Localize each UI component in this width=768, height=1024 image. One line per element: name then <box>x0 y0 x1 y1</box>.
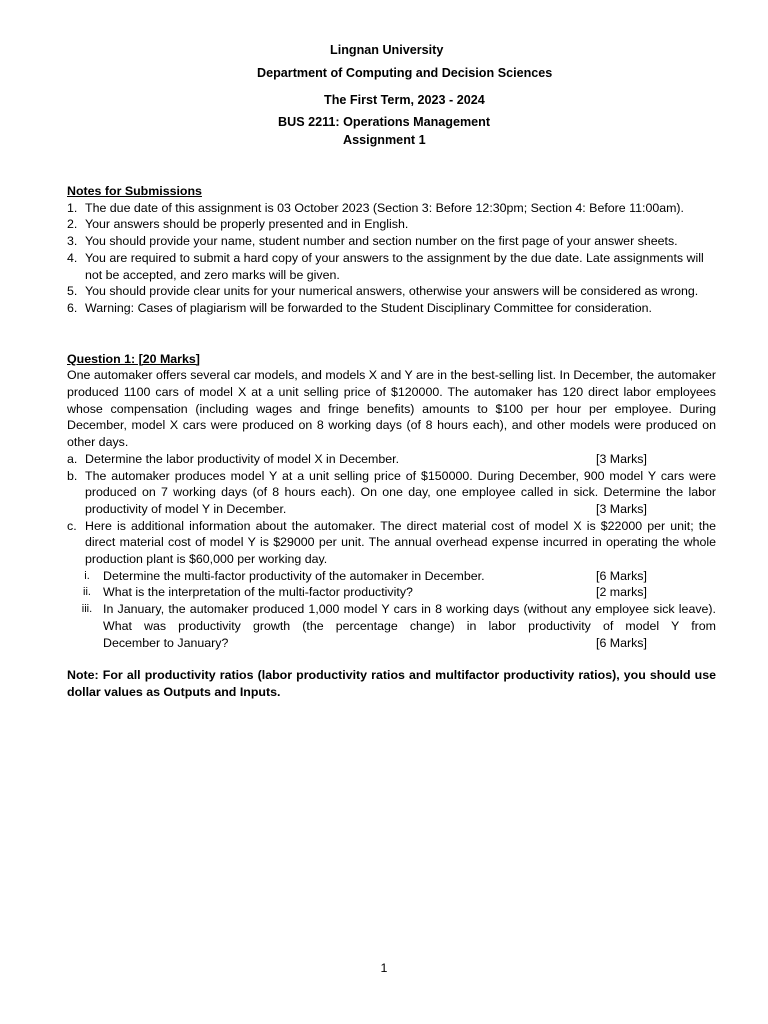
part-label: b. <box>67 468 78 483</box>
note-number: 3. <box>67 234 78 249</box>
term-title: The First Term, 2023 - 2024 <box>324 93 485 107</box>
sub-label: iii. <box>81 603 93 616</box>
question-part-c <box>67 518 716 568</box>
part-c-text: Here is additional information about the automaker. The direct material cost of model X is $22000 per unit; the direct material cost of model Y is $29000 per unit. The annual overhead expense incurred in operating the whole production plant is $60,000 per working day. <box>85 518 716 567</box>
note-item <box>67 200 716 217</box>
question-1-intro: One automaker offers several car models, and models X and Y are in the best-selling list. In December, the automaker produced 1100 cars of model X at a unit selling price of $120000. The automaker has 120 direct labor employees whose compensation (including wages and fringe benefits) amounts to $100 per hour per employee. During December, model X cars were produced on 8 working days (of 8 hours each), and other models were produced on other days. <box>67 368 716 450</box>
part-a-marks: [3 Marks] <box>596 451 647 466</box>
note-number: 6. <box>67 300 78 315</box>
productivity-note: Note: For all productivity ratios (labor productivity ratios and multifactor productivity ratios), you should use dollar values as Outputs and Inputs. <box>67 668 716 699</box>
note-text: You should provide clear units for your numerical answers, otherwise your answers will be considered as wrong. <box>85 284 699 299</box>
sub-iii-text-last: December to January? <box>103 635 229 650</box>
sub-question-iii <box>67 601 716 651</box>
note-item <box>67 233 716 250</box>
assignment-title: Assignment 1 <box>343 133 426 147</box>
note-number: 5. <box>67 284 78 299</box>
note-text: You should provide your name, student number and section number on the first page of your answer sheets. <box>85 234 678 249</box>
part-a-text: Determine the labor productivity of model X in December. <box>85 451 400 466</box>
sub-i-marks: [6 Marks] <box>596 568 647 583</box>
part-b-text-last: productivity of model Y in December. <box>85 501 287 516</box>
question-1-title: Question 1: [20 Marks] <box>67 351 200 366</box>
sub-ii-text: What is the interpretation of the multi-factor productivity? <box>103 585 413 600</box>
part-b-marks: [3 Marks] <box>596 501 647 516</box>
note-text: You are required to submit a hard copy of your answers to the assignment by the due date. Late assignments will not be accepted, and zero marks will be given. <box>85 250 704 282</box>
course-title: BUS 2211: Operations Management <box>278 115 491 129</box>
sub-label: ii. <box>83 586 91 599</box>
part-label: c. <box>67 518 77 533</box>
part-label: a. <box>67 451 78 466</box>
note-number: 1. <box>67 200 78 215</box>
note-item <box>67 216 716 233</box>
sub-iii-text: In January, the automaker produced 1,000 model Y cars in 8 working days (without any employee sick leave). What was productivity growth (the percentage change) in labor productivity of model Y from <box>103 602 716 633</box>
note-text: Warning: Cases of plagiarism will be forwarded to the Student Disciplinary Committee for consideration. <box>85 300 653 315</box>
sub-iii-marks: [6 Marks] <box>596 635 647 650</box>
note-item <box>67 300 716 317</box>
sub-question-i <box>67 568 716 585</box>
note-text: The due date of this assignment is 03 October 2023 (Section 3: Before 12:30pm; Section 4: Before 11:00am). <box>85 200 685 215</box>
note-text: Your answers should be properly presented and in English. <box>85 217 409 232</box>
sub-i-text: Determine the multi-factor productivity of the automaker in December. <box>103 568 485 583</box>
note-number: 2. <box>67 217 78 232</box>
sub-ii-marks: [2 marks] <box>596 585 647 600</box>
department-name: Department of Computing and Decision Sciences <box>257 66 553 80</box>
note-item <box>67 250 716 283</box>
document-body <box>67 183 716 701</box>
question-part-b <box>67 468 716 518</box>
notes-list <box>67 200 716 317</box>
part-b-text: The automaker produces model Y at a unit selling price of $150000. During December, 900 model Y cars were produced on 7 working days (of 8 hours each). On one day, one employee called in sick. Determine the labor <box>85 468 716 500</box>
note-number: 4. <box>67 250 78 265</box>
university-name: Lingnan University <box>330 43 444 57</box>
question-part-a <box>67 451 716 468</box>
note-item <box>67 283 716 300</box>
page-number: 1 <box>380 961 388 975</box>
sub-label: i. <box>84 569 90 582</box>
notes-title: Notes for Submissions <box>67 184 202 198</box>
sub-question-ii <box>67 584 716 601</box>
